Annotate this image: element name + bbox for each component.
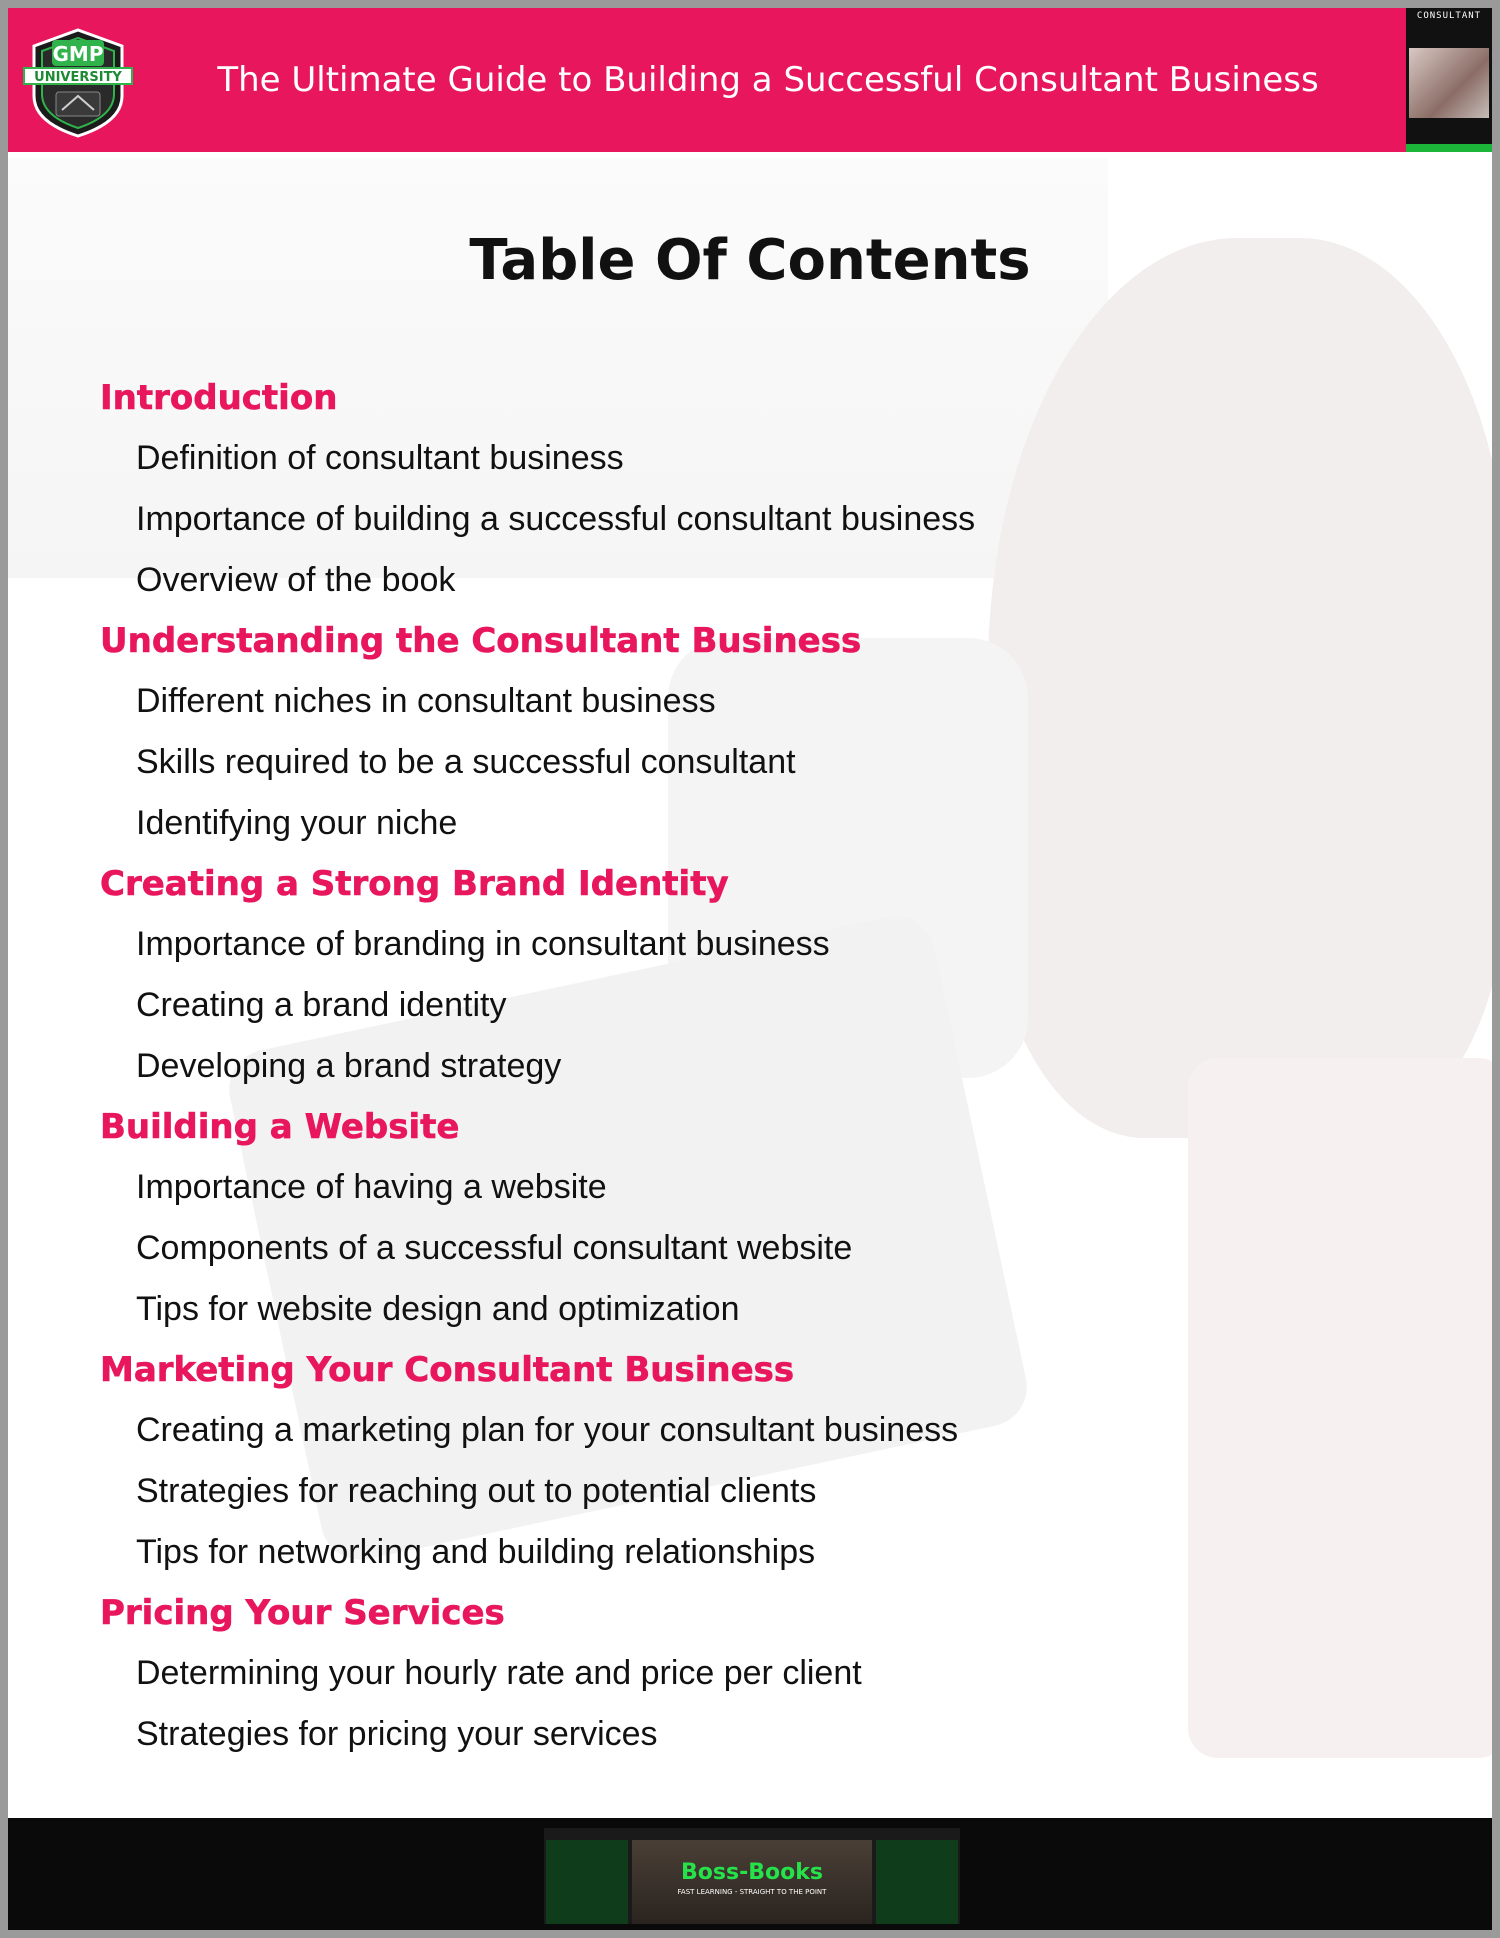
cover-stripe [1406, 144, 1492, 152]
toc-section-heading: Pricing Your Services [100, 1593, 505, 1633]
toc-entry: Developing a brand strategy [136, 1047, 562, 1085]
toc-entry: Determining your hourly rate and price per client [136, 1654, 862, 1692]
toc-entry: Strategies for reaching out to potential clients [136, 1472, 817, 1510]
toc-entry: Creating a brand identity [136, 986, 507, 1024]
toc-entry: Strategies for pricing your services [136, 1715, 658, 1753]
banner-title: Boss-Books [681, 1860, 823, 1885]
toc-entry: Definition of consultant business [136, 439, 624, 477]
gmp-university-logo [22, 26, 134, 138]
toc-entry: Creating a marketing plan for your consultant business [136, 1411, 959, 1449]
cover-photo [1409, 48, 1489, 118]
banner-center [632, 1840, 872, 1924]
toc-entry: Importance of branding in consultant business [136, 925, 830, 963]
banner-logo-right [876, 1840, 958, 1924]
svg-text:UNIVERSITY: UNIVERSITY [34, 70, 122, 85]
toc-section-heading: Introduction [100, 378, 338, 418]
svg-text:GMP: GMP [52, 42, 104, 66]
toc-entry: Components of a successful consultant website [136, 1229, 853, 1267]
footer-bar [8, 1818, 1492, 1930]
page-title: Table Of Contents [469, 228, 1031, 293]
document-page [8, 8, 1492, 1930]
header-banner [8, 8, 1492, 152]
toc-entry: Importance of having a website [136, 1168, 607, 1206]
cover-label: CONSULTANT [1416, 11, 1482, 21]
toc-entry: Skills required to be a successful consultant [136, 743, 796, 781]
toc-section-heading: Building a Website [100, 1107, 460, 1147]
toc-entry: Tips for networking and building relationships [136, 1533, 816, 1571]
toc-entry: Importance of building a successful consultant business [136, 500, 976, 538]
banner-subtitle: FAST LEARNING - STRAIGHT TO THE POINT [677, 1888, 827, 1896]
toc-section-heading: Marketing Your Consultant Business [100, 1350, 795, 1390]
toc-section-heading: Creating a Strong Brand Identity [100, 864, 729, 904]
toc-section-heading: Understanding the Consultant Business [100, 621, 862, 661]
boss-books-banner [544, 1828, 960, 1924]
table-of-contents [100, 368, 1300, 1765]
book-cover-thumbnail [1406, 8, 1492, 152]
toc-entry: Overview of the book [136, 561, 456, 599]
toc-entry: Identifying your niche [136, 804, 458, 842]
header-title: The Ultimate Guide to Building a Successful Consultant Business [217, 60, 1319, 100]
toc-entry: Different niches in consultant business [136, 682, 716, 720]
toc-entry: Tips for website design and optimization [136, 1290, 740, 1328]
banner-logo-left [546, 1840, 628, 1924]
